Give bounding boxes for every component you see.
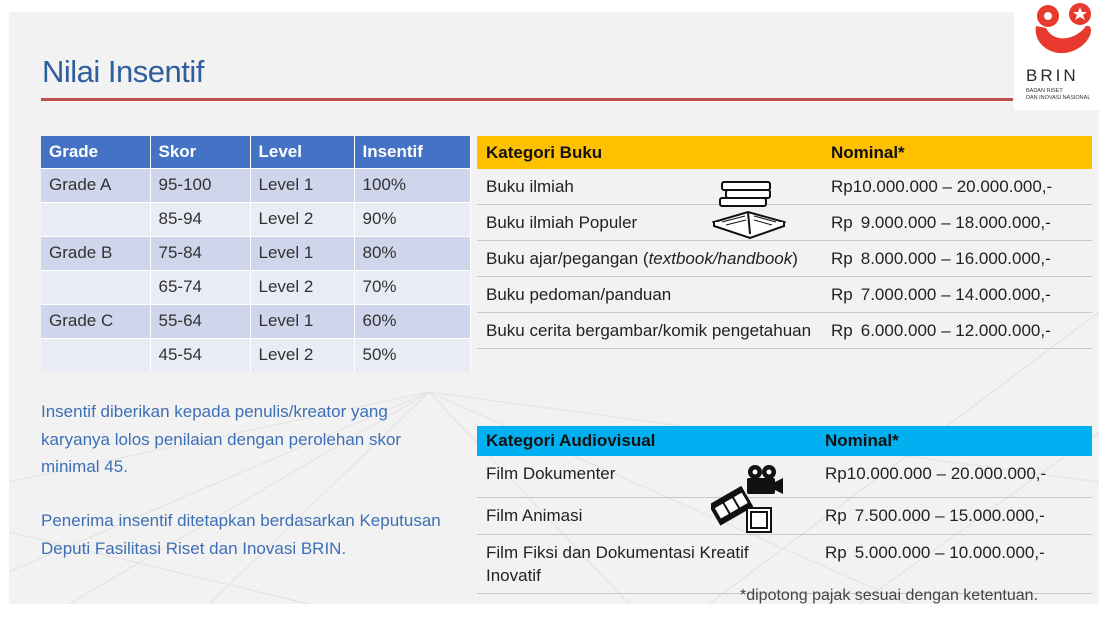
table-row xyxy=(41,168,471,202)
nominal-cell xyxy=(822,313,1092,349)
nominal-value: 10.000.000 – 20.000.000,- xyxy=(852,177,1053,196)
books-icon xyxy=(712,178,786,240)
table-row xyxy=(477,313,1092,349)
currency-label: Rp xyxy=(825,464,847,483)
nominal-value: 5.000.000 – 10.000.000,- xyxy=(854,542,1045,562)
insentif-cell: 50% xyxy=(354,338,471,372)
logo-subtitle-line: DAN INOVASI NASIONAL xyxy=(1026,95,1091,101)
nominal-av-header: Nominal* xyxy=(816,426,1092,456)
kategori-italic: textbook/handbook xyxy=(648,249,793,268)
insentif-cell: 80% xyxy=(354,236,471,270)
currency-label: Rp xyxy=(831,249,853,268)
skor-cell: 95-100 xyxy=(150,168,250,202)
nominal-value: 10.000.000 – 20.000.000,- xyxy=(846,464,1047,483)
table-row xyxy=(41,338,471,372)
currency-label: Rp xyxy=(831,285,853,304)
insentif-cell: 70% xyxy=(354,270,471,304)
note-decree: Penerima insentif ditetapkan berdasarkan Keputusan Deputi Fasilitasi Riset dan Inovasi BRIN. xyxy=(41,511,441,558)
brin-logo xyxy=(1014,0,1107,110)
brin-logo-icon xyxy=(1014,0,1107,64)
currency-label: Rp xyxy=(831,213,853,232)
slide xyxy=(9,12,1099,604)
kategori-buku-header: Kategori Buku xyxy=(477,136,822,169)
logo-wordmark: BRIN xyxy=(1026,66,1079,85)
page-title: Nilai Insentif xyxy=(42,54,204,89)
kategori-av-header: Kategori Audiovisual xyxy=(477,426,816,456)
level-cell: Level 2 xyxy=(250,338,354,372)
currency-label: Rp xyxy=(831,177,853,196)
nominal-cell xyxy=(816,497,1092,534)
level-cell: Level 2 xyxy=(250,270,354,304)
nominal-cell xyxy=(822,169,1092,205)
grade-header: Grade xyxy=(41,136,150,168)
level-cell: Level 2 xyxy=(250,202,354,236)
skor-header: Skor xyxy=(150,136,250,168)
skor-cell: 85-94 xyxy=(150,202,250,236)
grade-cell: Grade C xyxy=(41,304,150,338)
insentif-cell: 90% xyxy=(354,202,471,236)
logo-subtitle-line: BADAN RISET xyxy=(1026,88,1063,94)
grade-cell xyxy=(41,270,150,304)
insentif-cell: 60% xyxy=(354,304,471,338)
nominal-cell xyxy=(816,456,1092,497)
level-header: Level xyxy=(250,136,354,168)
kategori-cell: Film Animasi xyxy=(477,497,816,534)
insentif-header: Insentif xyxy=(354,136,471,168)
title-divider xyxy=(41,98,1013,101)
currency-label: Rp xyxy=(825,542,847,562)
nominal-value: 7.500.000 – 15.000.000,- xyxy=(854,505,1045,525)
buku-table xyxy=(477,136,1092,349)
nominal-value: 7.000.000 – 14.000.000,- xyxy=(860,285,1051,304)
nominal-cell xyxy=(816,534,1092,593)
table-row xyxy=(41,202,471,236)
currency-label: Rp xyxy=(831,321,853,340)
nominal-value: 6.000.000 – 12.000.000,- xyxy=(860,321,1051,340)
kategori-cell: Film Fiksi dan Dokumentasi Kreatif Inovatif xyxy=(477,534,816,593)
table-row xyxy=(477,277,1092,313)
grade-cell xyxy=(41,202,150,236)
nominal-cell xyxy=(822,277,1092,313)
grade-cell xyxy=(41,338,150,372)
kategori-cell: Buku ilmiah xyxy=(477,169,822,205)
nominal-buku-header: Nominal* xyxy=(822,136,1092,169)
grade-table xyxy=(41,136,471,372)
nominal-value: 8.000.000 – 16.000.000,- xyxy=(860,249,1051,268)
grade-cell: Grade A xyxy=(41,168,150,202)
tax-footnote: *dipotong pajak sesuai dengan ketentuan. xyxy=(740,587,1039,604)
skor-cell: 55-64 xyxy=(150,304,250,338)
skor-cell: 45-54 xyxy=(150,338,250,372)
level-cell: Level 1 xyxy=(250,168,354,202)
note-minimum-score: Insentif diberikan kepada penulis/kreator yang karyanya lolos penilaian dengan perolehan skor minimal 45. xyxy=(41,402,402,476)
kategori-cell: Buku cerita bergambar/komik pengetahuan xyxy=(477,313,822,349)
skor-cell: 65-74 xyxy=(150,270,250,304)
kategori-cell xyxy=(477,241,822,277)
table-row xyxy=(41,270,471,304)
currency-label: Rp xyxy=(825,505,847,525)
film-camera-icon xyxy=(711,464,785,534)
kategori-cell: Buku ilmiah Populer xyxy=(477,205,822,241)
kategori-text: Buku ajar/pegangan ( xyxy=(486,249,649,268)
table-row xyxy=(41,304,471,338)
nominal-cell xyxy=(822,205,1092,241)
grade-cell: Grade B xyxy=(41,236,150,270)
logo-subtitle xyxy=(1026,88,1106,102)
skor-cell: 75-84 xyxy=(150,236,250,270)
kategori-cell: Film Dokumenter xyxy=(477,456,816,497)
level-cell: Level 1 xyxy=(250,236,354,270)
nominal-value: 9.000.000 – 18.000.000,- xyxy=(860,213,1051,232)
nominal-cell xyxy=(822,241,1092,277)
kategori-suffix: ) xyxy=(792,249,798,268)
table-row xyxy=(477,241,1092,277)
table-row xyxy=(477,534,1092,593)
insentif-cell: 100% xyxy=(354,168,471,202)
table-row xyxy=(41,236,471,270)
level-cell: Level 1 xyxy=(250,304,354,338)
kategori-cell: Buku pedoman/panduan xyxy=(477,277,822,313)
